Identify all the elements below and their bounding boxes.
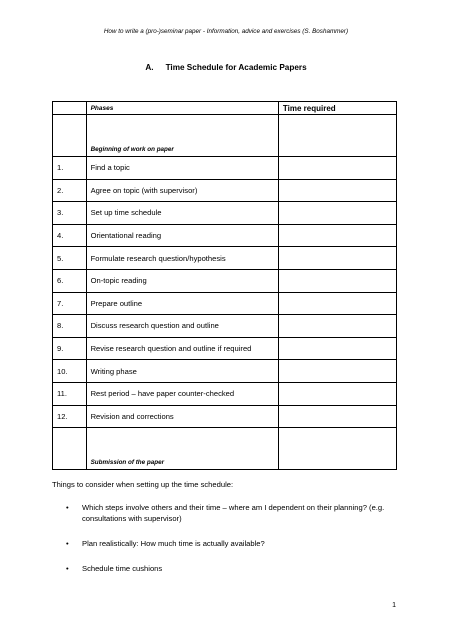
step-label: Agree on topic (with supervisor) <box>86 179 278 202</box>
start-time-cell <box>278 115 396 157</box>
time-cell <box>278 247 396 270</box>
table-row <box>53 382 397 405</box>
table-row <box>53 292 397 315</box>
step-label: Formulate research question/hypothesis <box>86 247 278 270</box>
table-row <box>53 202 397 225</box>
step-num: 6. <box>53 269 87 292</box>
section-title-text: Time Schedule for Academic Papers <box>165 63 307 72</box>
table-row <box>53 179 397 202</box>
time-cell <box>278 224 396 247</box>
step-num: 2. <box>53 179 87 202</box>
step-label: Rest period – have paper counter-checked <box>86 382 278 405</box>
time-cell <box>278 292 396 315</box>
table-row <box>53 405 397 428</box>
table-header-row <box>53 102 397 115</box>
start-label: Beginning of work on paper <box>86 115 278 157</box>
time-cell <box>278 405 396 428</box>
step-num: 8. <box>53 315 87 338</box>
end-row <box>53 428 397 470</box>
time-schedule-table <box>52 101 397 470</box>
bullet-icon: • <box>66 564 69 573</box>
start-row <box>53 115 397 157</box>
time-cell <box>278 202 396 225</box>
time-cell <box>278 269 396 292</box>
list-item <box>52 563 412 574</box>
step-label: Find a topic <box>86 157 278 180</box>
step-label: Set up time schedule <box>86 202 278 225</box>
step-label: Discuss research question and outline <box>86 315 278 338</box>
table-row <box>53 337 397 360</box>
step-num: 10. <box>53 360 87 383</box>
end-label: Submission of the paper <box>86 428 278 470</box>
list-item <box>52 538 412 549</box>
time-cell <box>278 337 396 360</box>
list-item <box>52 502 412 524</box>
table-row <box>53 247 397 270</box>
tip-text: Plan realistically: How much time is actually available? <box>82 539 265 548</box>
table-row <box>53 315 397 338</box>
tip-text: Schedule time cushions <box>82 564 163 573</box>
time-cell <box>278 382 396 405</box>
table-row <box>53 360 397 383</box>
table-row <box>53 224 397 247</box>
time-cell <box>278 315 396 338</box>
step-label: Revision and corrections <box>86 405 278 428</box>
bullet-icon: • <box>66 503 69 512</box>
section-number: A. <box>145 63 154 72</box>
start-num-cell <box>53 115 87 157</box>
time-cell <box>278 360 396 383</box>
header-num-cell <box>53 102 87 115</box>
end-time-cell <box>278 428 396 470</box>
considerations-intro: Things to consider when setting up the time schedule: <box>52 480 234 489</box>
time-cell <box>278 157 396 180</box>
table-row <box>53 269 397 292</box>
time-cell <box>278 179 396 202</box>
col-time-header: Time required <box>278 102 396 115</box>
step-label: Writing phase <box>86 360 278 383</box>
step-label: Orientational reading <box>86 224 278 247</box>
step-label: Prepare outline <box>86 292 278 315</box>
page-header: How to write a (pro-)seminar paper - Information, advice and exercises (S. Boshammer) <box>103 28 349 35</box>
section-title <box>0 63 452 72</box>
page-number: 1 <box>392 602 396 609</box>
step-num: 4. <box>53 224 87 247</box>
considerations-list <box>52 502 412 588</box>
step-num: 9. <box>53 337 87 360</box>
bullet-icon: • <box>66 539 69 548</box>
step-label: Revise research question and outline if required <box>86 337 278 360</box>
step-num: 11. <box>53 382 87 405</box>
table-row <box>53 157 397 180</box>
step-label: On-topic reading <box>86 269 278 292</box>
step-num: 12. <box>53 405 87 428</box>
step-num: 1. <box>53 157 87 180</box>
step-num: 7. <box>53 292 87 315</box>
end-num-cell <box>53 428 87 470</box>
col-phases-header: Phases <box>86 102 278 115</box>
step-num: 5. <box>53 247 87 270</box>
step-num: 3. <box>53 202 87 225</box>
tip-text: Which steps involve others and their time – where am I dependent on their planning? (e.g. consultations with supervisor) <box>82 503 385 523</box>
